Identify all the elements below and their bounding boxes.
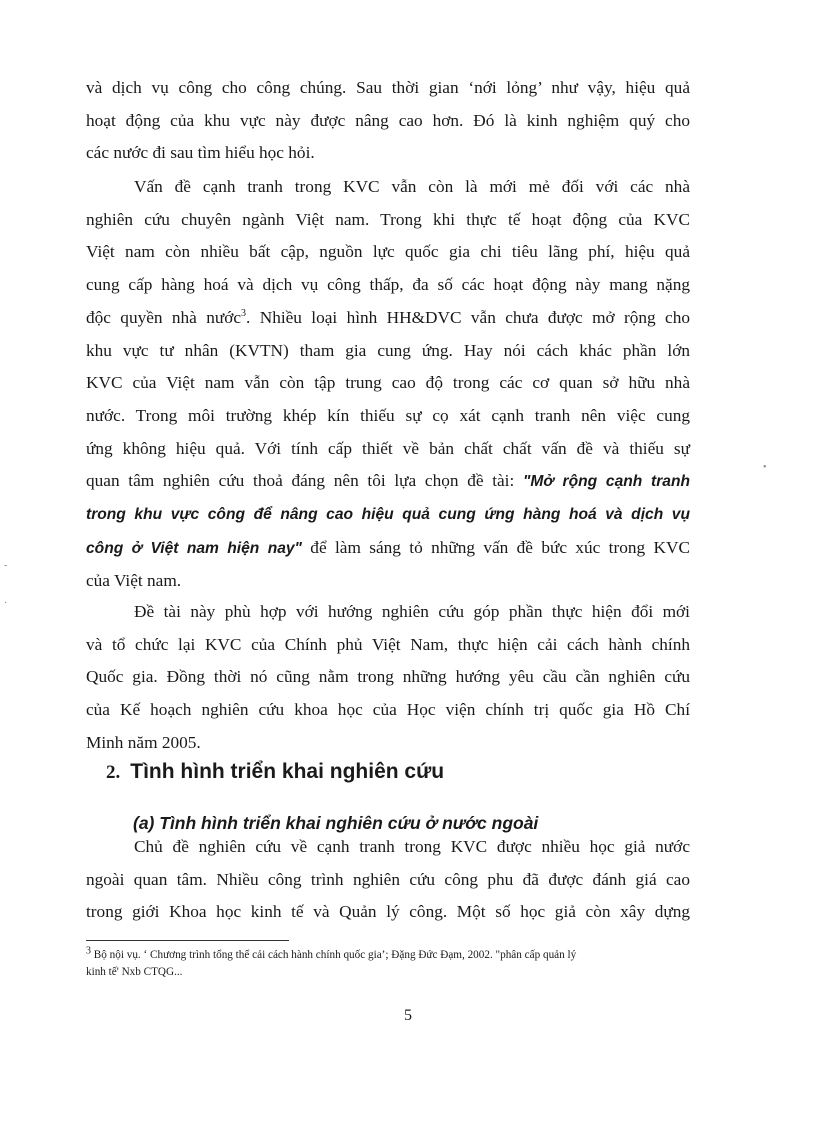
text-segment: . Nhiều loại hình HH&DVC vẫn chưa được mở rộng cho xyxy=(246,307,690,327)
text-line: Chủ đề nghiên cứu về cạnh tranh trong KVC được nhiều học giả nước xyxy=(134,837,690,856)
subsection-heading: (a) Tình hình triển khai nghiên cứu ở nước ngoài xyxy=(133,813,539,833)
footnote-text: Bộ nội vụ. ‘ Chương trình tổng thể cải cách hành chính quốc gia’; Đặng Đức Đạm, 2002. "phân cấp quản lý xyxy=(91,949,577,961)
text-line xyxy=(86,465,690,499)
text-line: Đề tài này phù hợp với hướng nghiên cứu góp phần thực hiện đổi mới xyxy=(134,602,690,621)
text-line: KVC của Việt nam vẫn còn tập trung cao độ trong các cơ quan sở hữu nhà xyxy=(86,373,690,393)
footnote xyxy=(86,947,692,980)
paragraph-1 xyxy=(86,72,690,170)
paragraph-4 xyxy=(86,831,690,929)
text-line: nghiên cứu chuyên ngành Việt nam. Trong khi thực tế hoạt động của KVC xyxy=(86,209,690,229)
text-line: Vấn đề cạnh tranh trong KVC vẫn còn là mới mẻ đối với các nhà xyxy=(134,177,690,196)
paragraph-2 xyxy=(86,171,690,598)
text-line: Quốc gia. Đồng thời nó cũng nằm trong những hướng yêu cầu cần nghiên cứu xyxy=(86,667,690,687)
text-segment: để làm sáng tỏ những vấn đề bức xúc trong KVC xyxy=(301,537,690,557)
text-line xyxy=(86,302,690,335)
section-number: 2. xyxy=(106,762,121,783)
footnote-reference: 3 xyxy=(241,308,247,320)
text-line: và tổ chức lại KVC của Chính phủ Việt Nam, thực hiện cải cách hành chính xyxy=(86,634,690,654)
thesis-title-part: trong khu vực công để nâng cao hiệu quả cung ứng hàng hoá và dịch vụ xyxy=(86,506,690,524)
page-number: 5 xyxy=(404,1007,412,1024)
section-heading xyxy=(106,760,444,784)
scan-speck: · xyxy=(4,598,8,609)
footnote-separator xyxy=(86,940,289,941)
text-segment: quan tâm nghiên cứu thoả đáng nên tôi lựa chọn đề tài: xyxy=(86,471,523,491)
text-line: và dịch vụ công cho công chúng. Sau thời gian ‘nới lỏng’ như vậy, hiệu quả xyxy=(86,78,690,97)
text-segment: độc quyền nhà nước xyxy=(86,307,242,327)
scan-speck: • xyxy=(763,462,767,473)
text-line: ngoài quan tâm. Nhiều công trình nghiên cứu công phu đã được đánh giá cao xyxy=(86,869,690,889)
text-line: ứng không hiệu quả. Với tính cấp thiết về bản chất chất vấn đề và thiếu sự xyxy=(86,438,690,458)
text-line: nước. Trong môi trường khép kín thiếu sự cọ xát cạnh tranh nên việc cung xyxy=(86,405,690,425)
text-line: hoạt động của khu vực này được nâng cao hơn. Đó là kinh nghiệm quý cho xyxy=(86,110,690,130)
text-line: khu vực tư nhân (KVTN) tham gia cung ứng. Hay nói cách khác phần lớn xyxy=(86,340,690,360)
text-line: của Việt nam. xyxy=(86,571,182,591)
paragraph-3 xyxy=(86,596,690,760)
thesis-title-part: "Mở rộng cạnh tranh xyxy=(522,473,690,491)
thesis-title-part: công ở Việt nam hiện nay" xyxy=(86,539,302,557)
scan-speck: - xyxy=(4,560,8,571)
text-line: cung cấp hàng hoá và dịch vụ công thấp, đa số các hoạt động này mang nặng xyxy=(86,275,690,295)
section-title: Tình hình triển khai nghiên cứu xyxy=(130,760,445,783)
footnote-text: kinh tế' Nxb CTQG... xyxy=(86,965,183,978)
text-line: trong giới Khoa học kinh tế và Quản lý công. Một số học giả còn xây dựng xyxy=(86,902,690,922)
footnote-mark: 3 xyxy=(86,945,91,957)
text-line: Việt nam còn nhiều bất cập, nguồn lực quốc gia chi tiêu lãng phí, hiệu quả xyxy=(86,242,690,262)
text-line xyxy=(86,532,690,566)
text-line: của Kế hoạch nghiên cứu khoa học của Học viện chính trị quốc gia Hồ Chí xyxy=(86,700,690,720)
text-line: các nước đi sau tìm hiểu học hỏi. xyxy=(86,143,315,163)
text-line: Minh năm 2005. xyxy=(86,732,201,752)
